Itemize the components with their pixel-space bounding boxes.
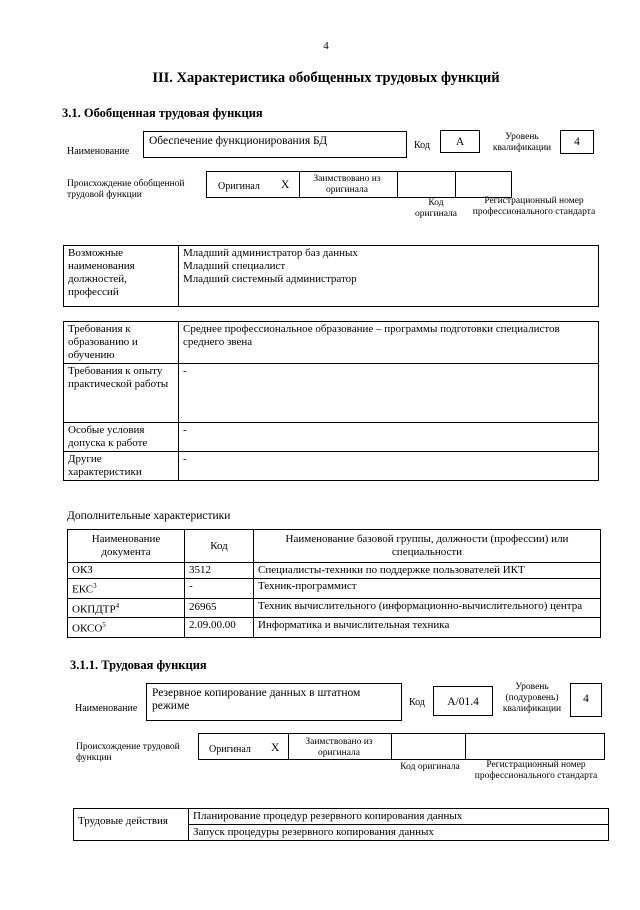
code-cell: - xyxy=(185,579,254,599)
req-value-education: Среднее профессиональное образование – программы подготовки специалистов среднего звена xyxy=(179,322,599,364)
req-label-conditions: Особые условия допуска к работе xyxy=(64,423,179,452)
gtf-original-label: Оригинал xyxy=(218,181,260,192)
name-cell: Информатика и вычислительная техника xyxy=(254,618,601,638)
tf-level-label: Уровень (подуровень) квалификации xyxy=(502,682,562,714)
req-label-other: Другие характеристики xyxy=(64,452,179,481)
tf-name-field: Резервное копирование данных в штатном режиме xyxy=(146,683,402,721)
requirements-table xyxy=(63,321,599,481)
code-cell: 26965 xyxy=(185,598,254,618)
tf-level-field: 4 xyxy=(570,683,602,717)
position-item: Младший администратор баз данных xyxy=(183,247,358,259)
req-label-education: Требования к образованию и обучению xyxy=(64,322,179,364)
table-row xyxy=(68,618,601,638)
tf-code-original-label: Код оригинала xyxy=(400,762,460,772)
footnote-mark: 5 xyxy=(102,621,106,630)
position-item: Младший специалист xyxy=(183,260,286,272)
req-value-experience: - xyxy=(179,364,599,423)
gtf-original-mark: X xyxy=(281,179,290,191)
doc-name: ОКСО xyxy=(72,622,103,635)
gtf-name-label: Наименование xyxy=(67,146,130,157)
tf-original-mark: X xyxy=(271,742,280,754)
tf-heading: 3.1.1. Трудовая функция xyxy=(70,658,207,672)
doc-name: ЕКС xyxy=(72,583,94,596)
table-row xyxy=(68,598,601,618)
req-value-conditions: - xyxy=(179,423,599,452)
tf-origin-label: Происхождение трудовой функции xyxy=(76,742,180,763)
section-title: III. Характеристика обобщенных трудовых функций xyxy=(152,70,500,86)
positions-label: Возможные наименования должностей, профессий xyxy=(64,246,179,307)
name-cell: Техник-программист xyxy=(254,579,601,599)
tf-original-label: Оригинал xyxy=(209,744,251,755)
additional-header-code: Код xyxy=(185,530,254,563)
req-value-other: - xyxy=(179,452,599,481)
position-item: Младший системный администратор xyxy=(183,273,357,285)
gtf-code-label: Код xyxy=(414,140,430,151)
table-row xyxy=(68,579,601,599)
tf-reg-number-label: Регистрационный номер профессионального стандарта xyxy=(474,760,598,781)
req-label-experience: Требования к опыту практической работы xyxy=(64,364,179,423)
footnote-mark: 3 xyxy=(93,582,97,590)
gtf-level-label: Уровень квалификации xyxy=(492,132,552,153)
gtf-heading: 3.1. Обобщенная трудовая функция xyxy=(62,106,263,120)
table-row xyxy=(68,563,601,579)
gtf-name-field: Обеспечение функционирования БД xyxy=(143,131,407,158)
doc-name: ОКПДТР xyxy=(72,603,116,616)
code-cell: 3512 xyxy=(185,563,254,579)
actions-table xyxy=(73,808,609,841)
tf-origin-grid xyxy=(198,733,605,760)
doc-cell xyxy=(68,579,185,599)
tf-code-label: Код xyxy=(409,697,425,708)
tf-name-label: Наименование xyxy=(75,703,138,714)
doc-cell xyxy=(68,563,185,579)
doc-cell xyxy=(68,618,185,638)
tf-borrowed-label: Заимствовано из оригинала xyxy=(305,737,373,758)
gtf-reg-number-label: Регистрационный номер профессионального стандарта xyxy=(472,196,596,217)
doc-cell xyxy=(68,598,185,618)
actions-label: Трудовые действия xyxy=(74,809,189,841)
gtf-code-field: А xyxy=(440,130,480,153)
additional-header-name: Наименование базовой группы, должности (профессии) или специальности xyxy=(254,530,601,563)
gtf-borrowed-label: Заимствовано из оригинала xyxy=(313,174,381,195)
tf-code-field: А/01.4 xyxy=(433,686,493,716)
additional-title: Дополнительные характеристики xyxy=(67,510,231,522)
page-number: 4 xyxy=(323,40,329,52)
name-cell: Специалисты-техники по поддержке пользователей ИКТ xyxy=(254,563,601,579)
footnote-mark: 4 xyxy=(115,601,120,610)
positions-values xyxy=(179,246,599,307)
action-item: Планирование процедур резервного копирования данных xyxy=(189,809,609,825)
code-cell: 2.09.00.00 xyxy=(185,618,254,638)
action-item: Запуск процедуры резервного копирования данных xyxy=(189,825,609,841)
gtf-origin-label: Происхождение обобщенной трудовой функции xyxy=(67,179,185,200)
gtf-level-field: 4 xyxy=(560,130,594,154)
doc-name: ОКЗ xyxy=(72,564,93,576)
gtf-code-original-label: Код оригинала xyxy=(415,198,457,219)
positions-table xyxy=(63,245,599,307)
name-cell: Техник вычислительного (информационно-вычислительного) центра xyxy=(254,598,601,618)
additional-table xyxy=(67,529,601,638)
additional-header-doc: Наименование документа xyxy=(68,530,185,563)
